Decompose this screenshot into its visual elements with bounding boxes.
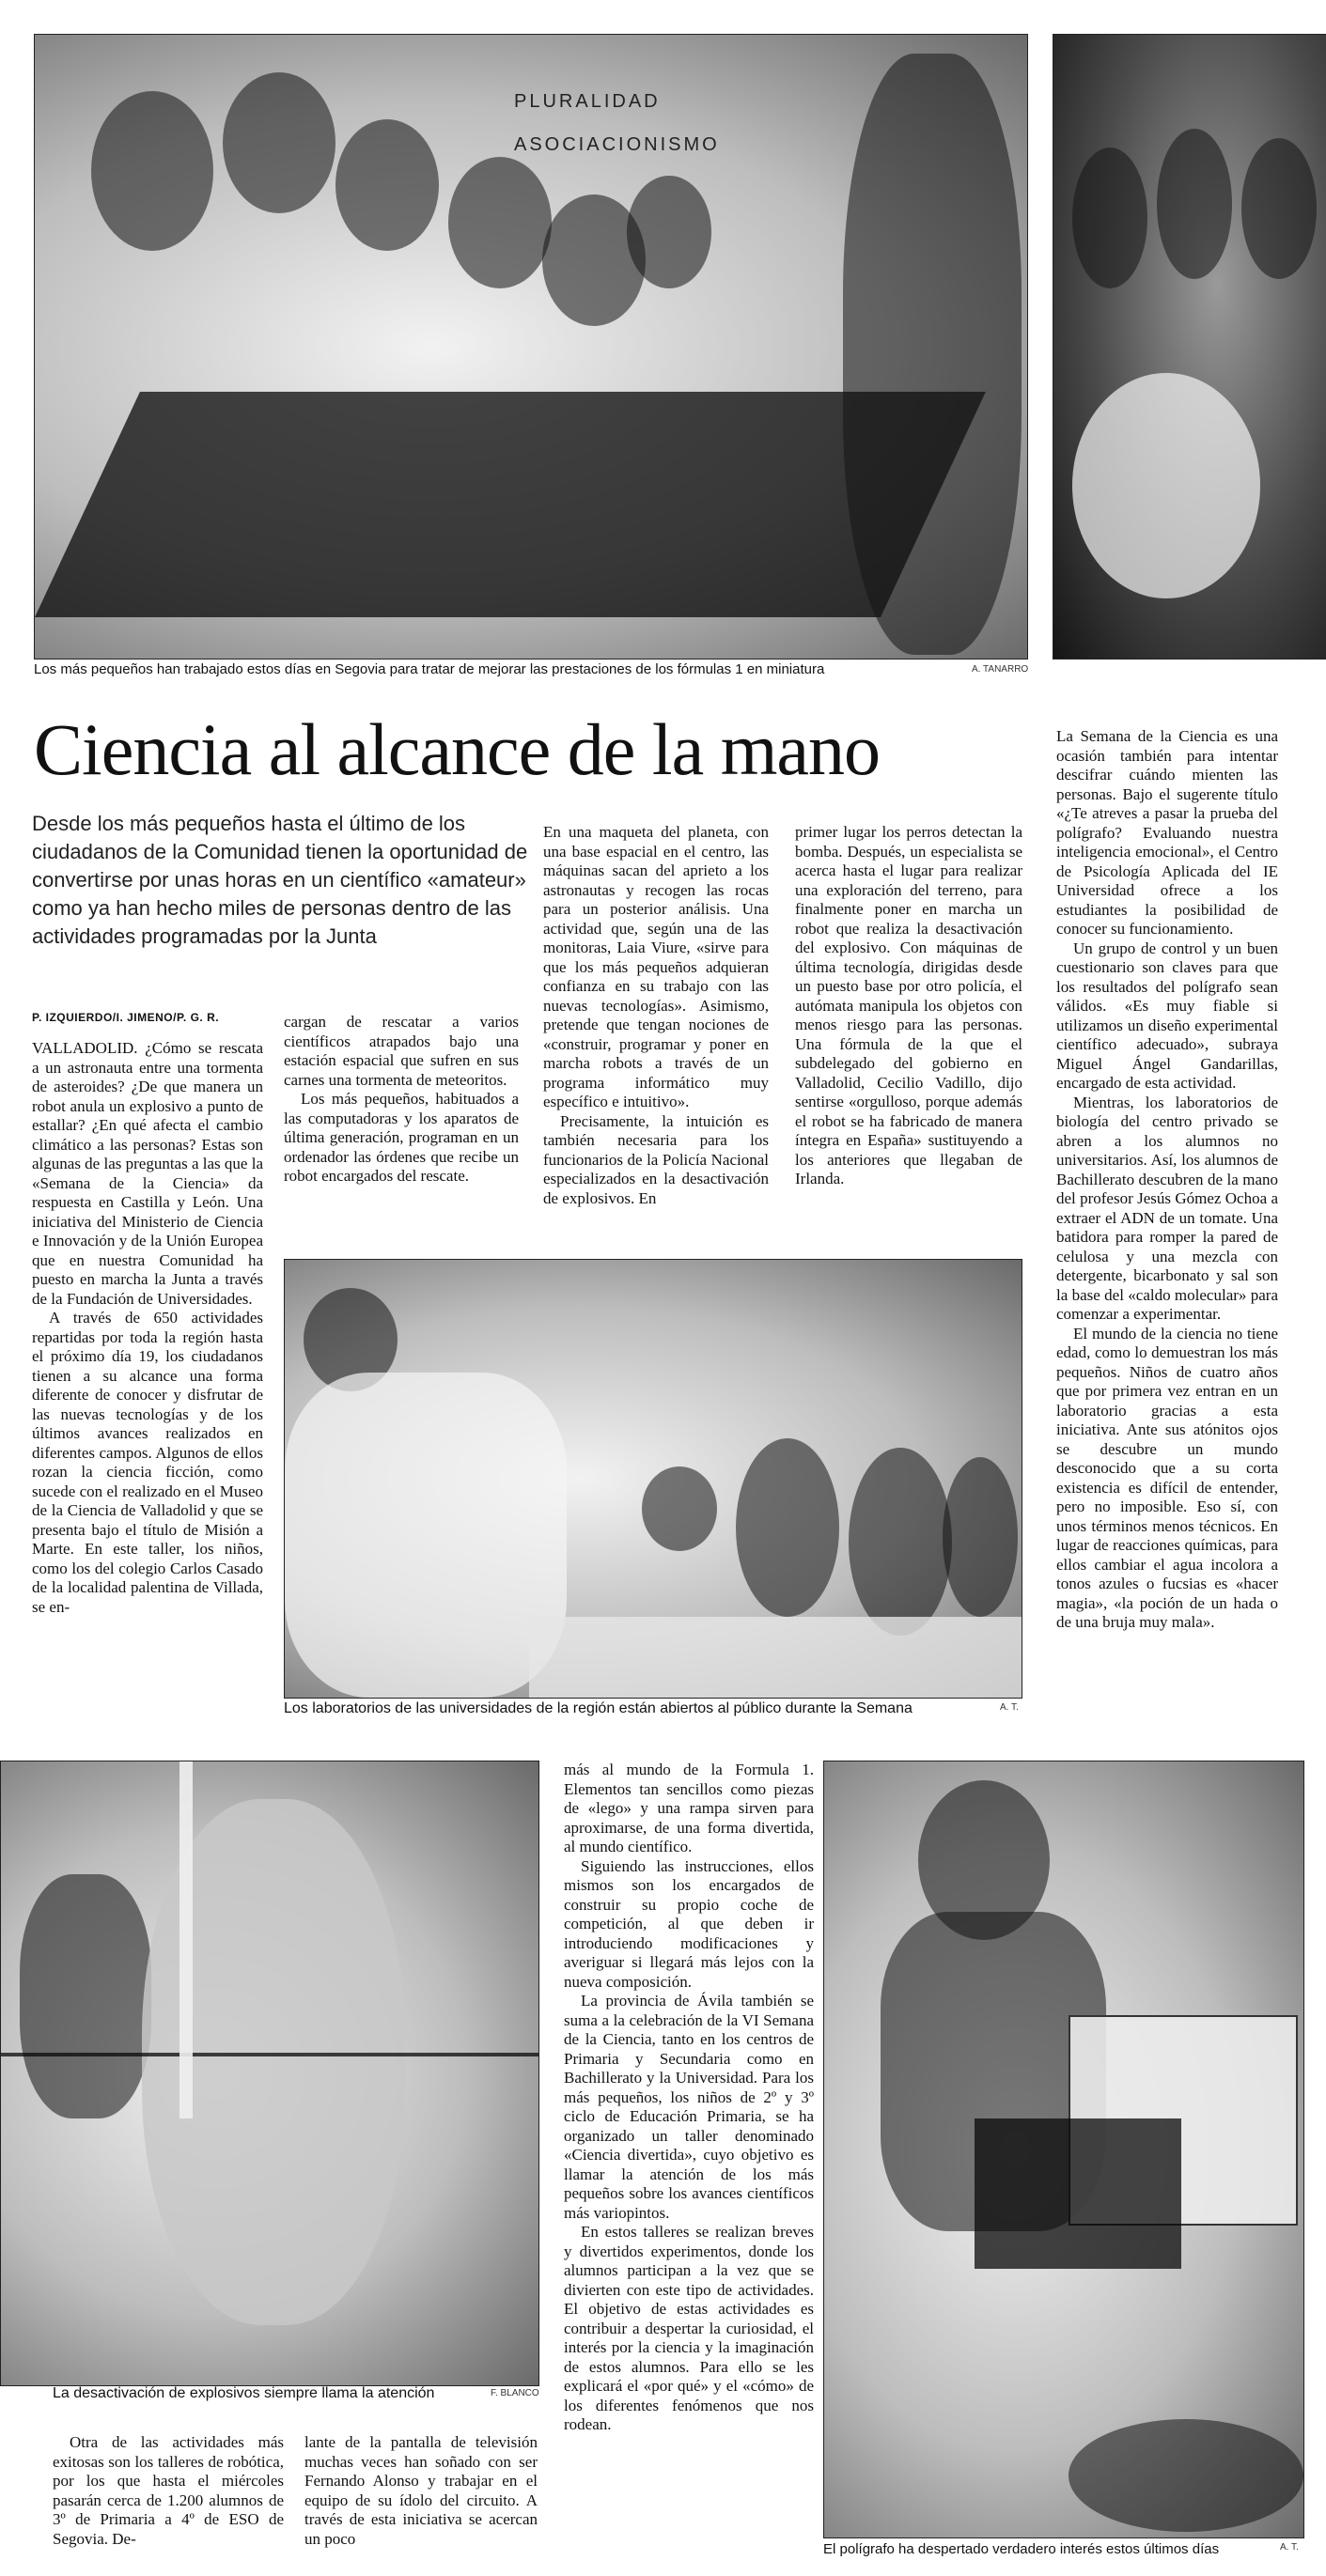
article-column-7 (53, 2433, 284, 2549)
article-column-3 (543, 823, 769, 1208)
paragraph: lante de la pantalla de televisión muchas veces han soñado con ser Fernando Alonso y trabajar en el equipo de su ídolo del circuito. A través de esta iniciativa se acercan un poco (304, 2433, 538, 2548)
photo-caption-lab: Los laboratorios de las universidades de la región están abiertos al público durante la Semana (284, 1700, 913, 1716)
paragraph: El mundo de la ciencia no tiene edad, como lo demuestran los más pequeños. Niños de cuatro años que por primera vez entran en un laboratorio gracias a esta iniciativa. Ante sus atónitos ojos se descubre un mundo desconocido que a su corta existencia es difícil de entender, pero no imposible. Eso sí, con unos términos menos técnicos. En lugar de reacciones químicas, para ellos cambiar el agua incolora a tonos azules o fucsias es «hacer magia», «la poción de un hada o de una bruja muy mala». (1056, 1324, 1278, 1631)
photo-caption-explosives: La desactivación de explosivos siempre llama la atención (53, 2385, 435, 2401)
article-column-8 (304, 2433, 538, 2549)
byline: P. IZQUIERDO/I. JIMENO/P. G. R. (32, 1011, 220, 1024)
standfirst: Desde los más pequeños hasta el último de los ciudadanos de la Comunidad tienen la oportunidad de convertirse por unas horas en un científico «amateur» como ya han hecho miles de personas dentro de las actividades programadas por la Junta (32, 812, 528, 948)
paragraph: En estos talleres se realizan breves y divertidos experimentos, donde los alumnos participan a la vez que se divierten con este tipo de actividades. El objetivo de estas actividades es contribuir a despertar la curiosidad, el interés por la ciencia y la imaginación de estos alumnos. Para ello se les explicará el «por qué» y el «cómo» de los diferentes fenómenos que nos rodean. (564, 2223, 814, 2433)
paragraph: Siguiendo las instrucciones, ellos mismos son los encargados de construir su propio coche de competición, al que deben ir introduciendo modificaciones y averiguar si llegará más lejos con la nueva composición. (564, 1856, 814, 1991)
paragraph: Precisamente, la intuición es también necesaria para los funcionarios de la Policía Nacional especializados en la desactivación de explosivos. En (543, 1111, 769, 1207)
photo-credit-lab: A. T. (1000, 1702, 1019, 1713)
paragraph: más al mundo de la Formula 1. Elementos tan sencillos como piezas de «lego» y una rampa sirven para aproximarse, de una forma divertida, al mundo científico. (564, 1761, 814, 1855)
paragraph: A través de 650 actividades repartidas por toda la región hasta el próximo día 19, los ciudadanos tienen a su alcance una forma diferente de conocer y disfrutar de las nuevas tecnologías y de los últimos avances realizados en diferentes campos. Algunos de ellos rozan la ciencia ficción, como sucede con el realizado en el Museo de la Ciencia de Valladolid y que se presenta bajo el título de Misión a Marte. En este taller, los niños, como los del colegio Carlos Casado de la localidad palentina de Villada, se en- (32, 1309, 263, 1616)
paragraph: Los más pequeños, habituados a las computadoras y los aparatos de última generación, programan en un ordenador las órdenes que recibe un robot encargados del rescate. (284, 1090, 519, 1185)
photo-caption-top: Los más pequeños han trabajado estos días en Segovia para tratar de mejorar las prestaciones de los fórmulas 1 en miniatura (34, 661, 825, 677)
paragraph: La Semana de la Ciencia es una ocasión también para intentar descifrar cuándo mienten las personas. Bajo el sugerente título «¿Te atreves a pasar la prueba del polígrafo? Evaluando nuestra inteligencia emocional», el Centro de Psicología Aplicada del IE Universidad ofrece a los estudiantes la posibilidad de conocer su funcionamiento. (1056, 727, 1278, 938)
photo-explosives (0, 1761, 539, 2386)
paragraph: VALLADOLID. ¿Cómo se rescata a un astronauta entre una tormenta de asteroides? ¿De que manera un robot anula un explosivo a punto de estallar? ¿En qué afecta el cambio climático a las personas? Estas son algunas de las preguntas a las que la «Semana de la Ciencia» da respuesta en Castilla y León. Una iniciativa del Ministerio de Ciencia e Innovación y de la Unión Europea que en nuestra Comunidad ha puesto en marcha la Junta a través de la Fundación de Universidades. (32, 1039, 263, 1308)
page-title: Ciencia al alcance de la mano (34, 708, 880, 790)
photo-crowd (1053, 34, 1326, 660)
photo-sign-text: PLURALIDAD ASOCIACIONISMO (514, 91, 720, 155)
photo-credit-explosives: F. BLANCO (491, 2388, 539, 2398)
photo-caption-polygraph: El polígrafo ha despertado verdadero interés estos últimos días (823, 2541, 1220, 2557)
paragraph: cargan de rescatar a varios científicos atrapados bajo una estación espacial que sufren en sus carnes una tormenta de meteoritos. (284, 1013, 519, 1089)
paragraph: En una maqueta del planeta, con una base espacial en el centro, las máquinas sacan del aprieto a los astronautas y recogen las rocas para un posterior análisis. Una actividad que, según una de las monitoras, Laia Viure, «sirve para que los más pequeños adquieran confianza en su trabajo con las nuevas tecnologías». Asimismo, pretende que tengan nociones de «construir, programar y poner en marcha robots a través de un programa informático muy específico e intuitivo». (543, 823, 769, 1110)
photo-polygraph (823, 1761, 1304, 2538)
paragraph: Un grupo de control y un buen cuestionario son claves para que los resultados del polígrafo sean válidos. «Es muy fiable si utilizamos un diseño experimental científico adecuado», subraya Miguel Ángel Gandarillas, encargado de esta actividad. (1056, 939, 1278, 1092)
photo-credit-top: A. TANARRO (972, 664, 1029, 675)
article-column-5 (1056, 727, 1278, 1633)
article-column-4 (795, 823, 1022, 1189)
photo-kids-racetrack (34, 34, 1028, 660)
paragraph: Mientras, los laboratorios de biología del centro privado se abren a los alumnos no universitarios. Así, los alumnos de Bachillerato descubren de la mano del profesor Jesús Gómez Ochoa a extraer el ADN de un tomate. Una batidora para romper la pared de celulosa y una mezcla con detergente, bicarbonato y sal son la base del «caldo molecular» para comenzar a experimentar. (1056, 1093, 1278, 1323)
paragraph: primer lugar los perros detectan la bomba. Después, un especialista se acerca hasta el lugar para realizar una exploración del terreno, para finalmente poner en marcha un robot que realiza la desactivación del explosivo. Con máquinas de última tecnología, dirigidas desde un puesto base por otro policía, el autómata manipula los objetos con menos riesgo para las personas. Una fórmula de la que el subdelegado del gobierno en Valladolid, Cecilio Vadillo, dijo sentirse «orgulloso, porque además el robot se ha fabricado de manera íntegra en España» sustituyendo a los anteriores que llegaban de Irlanda. (795, 823, 1022, 1187)
article-column-6 (564, 1761, 814, 2435)
paragraph: Otra de las actividades más exitosas son los talleres de robótica, por los que hasta el miércoles pasarán cerca de 1.200 alumnos de 3º de Primaria a 4º de ESO de Segovia. De- (53, 2433, 284, 2548)
paragraph: La provincia de Ávila también se suma a la celebración de la VI Semana de la Ciencia, tanto en los centros de Primaria y Secundaria como en Bachillerato y la Universidad. Para los más pequeños, los niños de 2º y 3º ciclo de Educación Primaria, se ha organizado un taller denominado «Ciencia divertida», cuyo objetivo es llamar la atención de los más pequeños sobre los avances científicos más variopintos. (564, 1992, 814, 2222)
photo-lab (284, 1259, 1022, 1699)
photo-credit-polygraph: A. T. (1280, 2542, 1299, 2553)
article-column-1 (32, 1039, 263, 1617)
article-column-2 (284, 1013, 519, 1187)
